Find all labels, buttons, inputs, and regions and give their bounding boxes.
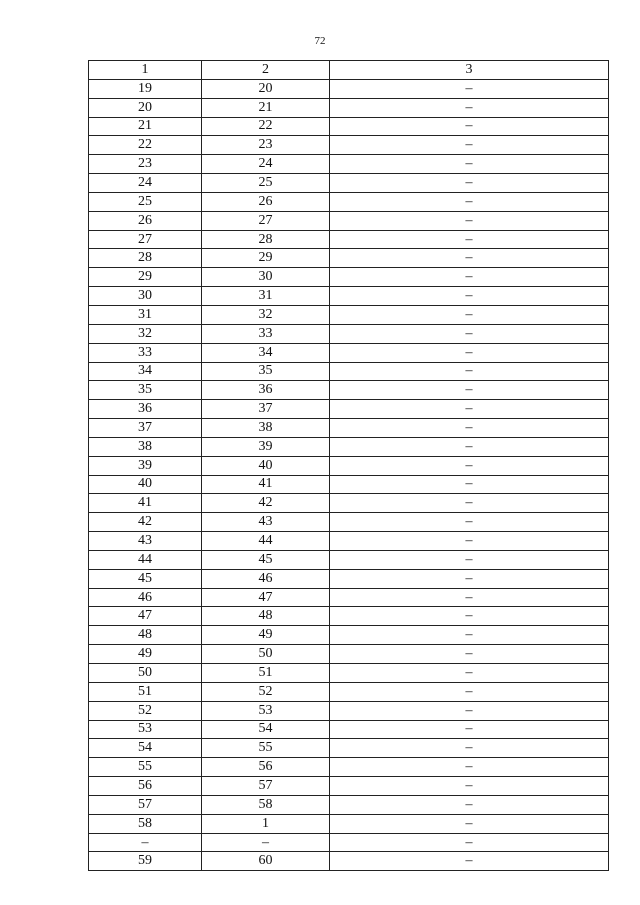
table-cell-col-3: – xyxy=(330,852,609,871)
table-cell-col-3: – xyxy=(330,758,609,777)
table-cell-col-2: 53 xyxy=(202,701,330,720)
table-cell-col-1: 53 xyxy=(89,720,202,739)
table-cell-col-1: 47 xyxy=(89,607,202,626)
table-cell-col-2: 60 xyxy=(202,852,330,871)
table-cell-col-2: 20 xyxy=(202,79,330,98)
table-cell-col-1: 27 xyxy=(89,230,202,249)
table-row xyxy=(89,98,609,117)
table-cell-col-2: 45 xyxy=(202,550,330,569)
table-row xyxy=(89,645,609,664)
table-cell-col-3: – xyxy=(330,513,609,532)
table-cell-col-2: 26 xyxy=(202,192,330,211)
table-cell-col-1: – xyxy=(89,833,202,852)
table-cell-col-1: 34 xyxy=(89,362,202,381)
table-row xyxy=(89,852,609,871)
header-cell-col-3: 3 xyxy=(330,61,609,80)
table-row xyxy=(89,758,609,777)
table-cell-col-2: 33 xyxy=(202,324,330,343)
table-row xyxy=(89,362,609,381)
table-row xyxy=(89,211,609,230)
table-cell-col-3: – xyxy=(330,664,609,683)
table-row xyxy=(89,701,609,720)
table-cell-col-3: – xyxy=(330,607,609,626)
table-cell-col-3: – xyxy=(330,437,609,456)
table-row xyxy=(89,550,609,569)
table-cell-col-3: – xyxy=(330,211,609,230)
table-row xyxy=(89,400,609,419)
table-cell-col-2: 54 xyxy=(202,720,330,739)
table-row xyxy=(89,607,609,626)
table-cell-col-1: 38 xyxy=(89,437,202,456)
table-row xyxy=(89,249,609,268)
table-cell-col-1: 25 xyxy=(89,192,202,211)
table-cell-col-2: 30 xyxy=(202,268,330,287)
table-cell-col-3: – xyxy=(330,475,609,494)
table-cell-col-3: – xyxy=(330,532,609,551)
table-cell-col-1: 57 xyxy=(89,795,202,814)
table-cell-col-3: – xyxy=(330,305,609,324)
table-cell-col-1: 39 xyxy=(89,456,202,475)
table-row xyxy=(89,814,609,833)
table-header xyxy=(89,61,609,80)
table-cell-col-1: 45 xyxy=(89,569,202,588)
table-cell-col-3: – xyxy=(330,456,609,475)
table-cell-col-1: 48 xyxy=(89,626,202,645)
table-row xyxy=(89,117,609,136)
table-cell-col-1: 22 xyxy=(89,136,202,155)
table-row xyxy=(89,664,609,683)
table-cell-col-3: – xyxy=(330,588,609,607)
table-cell-col-2: 22 xyxy=(202,117,330,136)
table-header-row xyxy=(89,61,609,80)
table-row xyxy=(89,324,609,343)
table-row xyxy=(89,305,609,324)
table-cell-col-3: – xyxy=(330,155,609,174)
table-cell-col-1: 32 xyxy=(89,324,202,343)
table-cell-col-2: 43 xyxy=(202,513,330,532)
table-row xyxy=(89,79,609,98)
table-cell-col-2: 35 xyxy=(202,362,330,381)
table-cell-col-3: – xyxy=(330,79,609,98)
table-cell-col-2: 24 xyxy=(202,155,330,174)
table-row xyxy=(89,381,609,400)
table-row xyxy=(89,720,609,739)
table-row xyxy=(89,419,609,438)
table-cell-col-2: 29 xyxy=(202,249,330,268)
table-cell-col-2: 56 xyxy=(202,758,330,777)
table-cell-col-1: 29 xyxy=(89,268,202,287)
table-cell-col-2: 44 xyxy=(202,532,330,551)
table-cell-col-3: – xyxy=(330,249,609,268)
table-cell-col-1: 49 xyxy=(89,645,202,664)
table-cell-col-1: 59 xyxy=(89,852,202,871)
table-cell-col-1: 43 xyxy=(89,532,202,551)
table-cell-col-2: 50 xyxy=(202,645,330,664)
table-cell-col-1: 20 xyxy=(89,98,202,117)
data-table xyxy=(88,60,609,871)
table-cell-col-2: 25 xyxy=(202,174,330,193)
table-cell-col-2: 58 xyxy=(202,795,330,814)
table-cell-col-2: 28 xyxy=(202,230,330,249)
table-cell-col-1: 23 xyxy=(89,155,202,174)
table-cell-col-3: – xyxy=(330,230,609,249)
table-cell-col-1: 52 xyxy=(89,701,202,720)
table-cell-col-2: 23 xyxy=(202,136,330,155)
table-cell-col-3: – xyxy=(330,324,609,343)
table-cell-col-3: – xyxy=(330,98,609,117)
table-cell-col-3: – xyxy=(330,381,609,400)
table-cell-col-1: 42 xyxy=(89,513,202,532)
table-cell-col-2: 27 xyxy=(202,211,330,230)
table-cell-col-2: 41 xyxy=(202,475,330,494)
table-cell-col-3: – xyxy=(330,814,609,833)
table-cell-col-3: – xyxy=(330,795,609,814)
table-cell-col-1: 35 xyxy=(89,381,202,400)
table-cell-col-3: – xyxy=(330,287,609,306)
table-row xyxy=(89,739,609,758)
table-cell-col-1: 30 xyxy=(89,287,202,306)
table-cell-col-1: 54 xyxy=(89,739,202,758)
table-row xyxy=(89,437,609,456)
table-cell-col-3: – xyxy=(330,645,609,664)
page-number: 72 xyxy=(314,35,326,47)
table-cell-col-2: 57 xyxy=(202,777,330,796)
table-row xyxy=(89,287,609,306)
table-row xyxy=(89,174,609,193)
table-cell-col-3: – xyxy=(330,400,609,419)
table-cell-col-3: – xyxy=(330,739,609,758)
table-cell-col-3: – xyxy=(330,569,609,588)
table-cell-col-2: – xyxy=(202,833,330,852)
header-cell-col-1: 1 xyxy=(89,61,202,80)
table-cell-col-1: 50 xyxy=(89,664,202,683)
table-cell-col-1: 55 xyxy=(89,758,202,777)
table-cell-col-2: 36 xyxy=(202,381,330,400)
table-cell-col-2: 42 xyxy=(202,494,330,513)
table-cell-col-2: 47 xyxy=(202,588,330,607)
table-cell-col-1: 51 xyxy=(89,682,202,701)
table-cell-col-3: – xyxy=(330,550,609,569)
table-cell-col-3: – xyxy=(330,343,609,362)
table-cell-col-2: 40 xyxy=(202,456,330,475)
table-row xyxy=(89,155,609,174)
table-cell-col-3: – xyxy=(330,268,609,287)
table-cell-col-2: 32 xyxy=(202,305,330,324)
table-cell-col-3: – xyxy=(330,136,609,155)
table-cell-col-2: 1 xyxy=(202,814,330,833)
table-row xyxy=(89,795,609,814)
table-cell-col-2: 31 xyxy=(202,287,330,306)
table-cell-col-1: 44 xyxy=(89,550,202,569)
table-cell-col-2: 34 xyxy=(202,343,330,362)
table-row xyxy=(89,136,609,155)
table-cell-col-1: 41 xyxy=(89,494,202,513)
table-cell-col-3: – xyxy=(330,777,609,796)
table-cell-col-1: 56 xyxy=(89,777,202,796)
table-cell-col-1: 31 xyxy=(89,305,202,324)
table-cell-col-1: 21 xyxy=(89,117,202,136)
table-cell-col-3: – xyxy=(330,701,609,720)
table-row xyxy=(89,588,609,607)
table-row xyxy=(89,230,609,249)
table-row xyxy=(89,192,609,211)
table-cell-col-2: 39 xyxy=(202,437,330,456)
table-cell-col-3: – xyxy=(330,682,609,701)
table-cell-col-2: 48 xyxy=(202,607,330,626)
table-row xyxy=(89,777,609,796)
table-body xyxy=(89,79,609,870)
table-cell-col-1: 46 xyxy=(89,588,202,607)
header-cell-col-2: 2 xyxy=(202,61,330,80)
table-cell-col-3: – xyxy=(330,174,609,193)
table-cell-col-1: 37 xyxy=(89,419,202,438)
table-cell-col-2: 21 xyxy=(202,98,330,117)
table-cell-col-3: – xyxy=(330,720,609,739)
table-row xyxy=(89,513,609,532)
table-cell-col-2: 51 xyxy=(202,664,330,683)
table-cell-col-3: – xyxy=(330,192,609,211)
table-row xyxy=(89,343,609,362)
table-cell-col-3: – xyxy=(330,494,609,513)
table-cell-col-2: 38 xyxy=(202,419,330,438)
table-row xyxy=(89,532,609,551)
table-cell-col-3: – xyxy=(330,833,609,852)
table-cell-col-1: 26 xyxy=(89,211,202,230)
table-cell-col-3: – xyxy=(330,626,609,645)
table-cell-col-1: 58 xyxy=(89,814,202,833)
table-row xyxy=(89,456,609,475)
table-cell-col-1: 40 xyxy=(89,475,202,494)
table-cell-col-1: 19 xyxy=(89,79,202,98)
table-cell-col-1: 36 xyxy=(89,400,202,419)
table-cell-col-3: – xyxy=(330,419,609,438)
table-cell-col-2: 49 xyxy=(202,626,330,645)
table-row xyxy=(89,475,609,494)
table-row xyxy=(89,268,609,287)
table-cell-col-2: 46 xyxy=(202,569,330,588)
table-row xyxy=(89,569,609,588)
table-cell-col-1: 28 xyxy=(89,249,202,268)
table-cell-col-3: – xyxy=(330,117,609,136)
table-cell-col-1: 24 xyxy=(89,174,202,193)
table-cell-col-2: 52 xyxy=(202,682,330,701)
table-row xyxy=(89,494,609,513)
table-cell-col-1: 33 xyxy=(89,343,202,362)
table-cell-col-2: 37 xyxy=(202,400,330,419)
table-row xyxy=(89,833,609,852)
table-cell-col-2: 55 xyxy=(202,739,330,758)
table-row xyxy=(89,682,609,701)
table-row xyxy=(89,626,609,645)
table-cell-col-3: – xyxy=(330,362,609,381)
